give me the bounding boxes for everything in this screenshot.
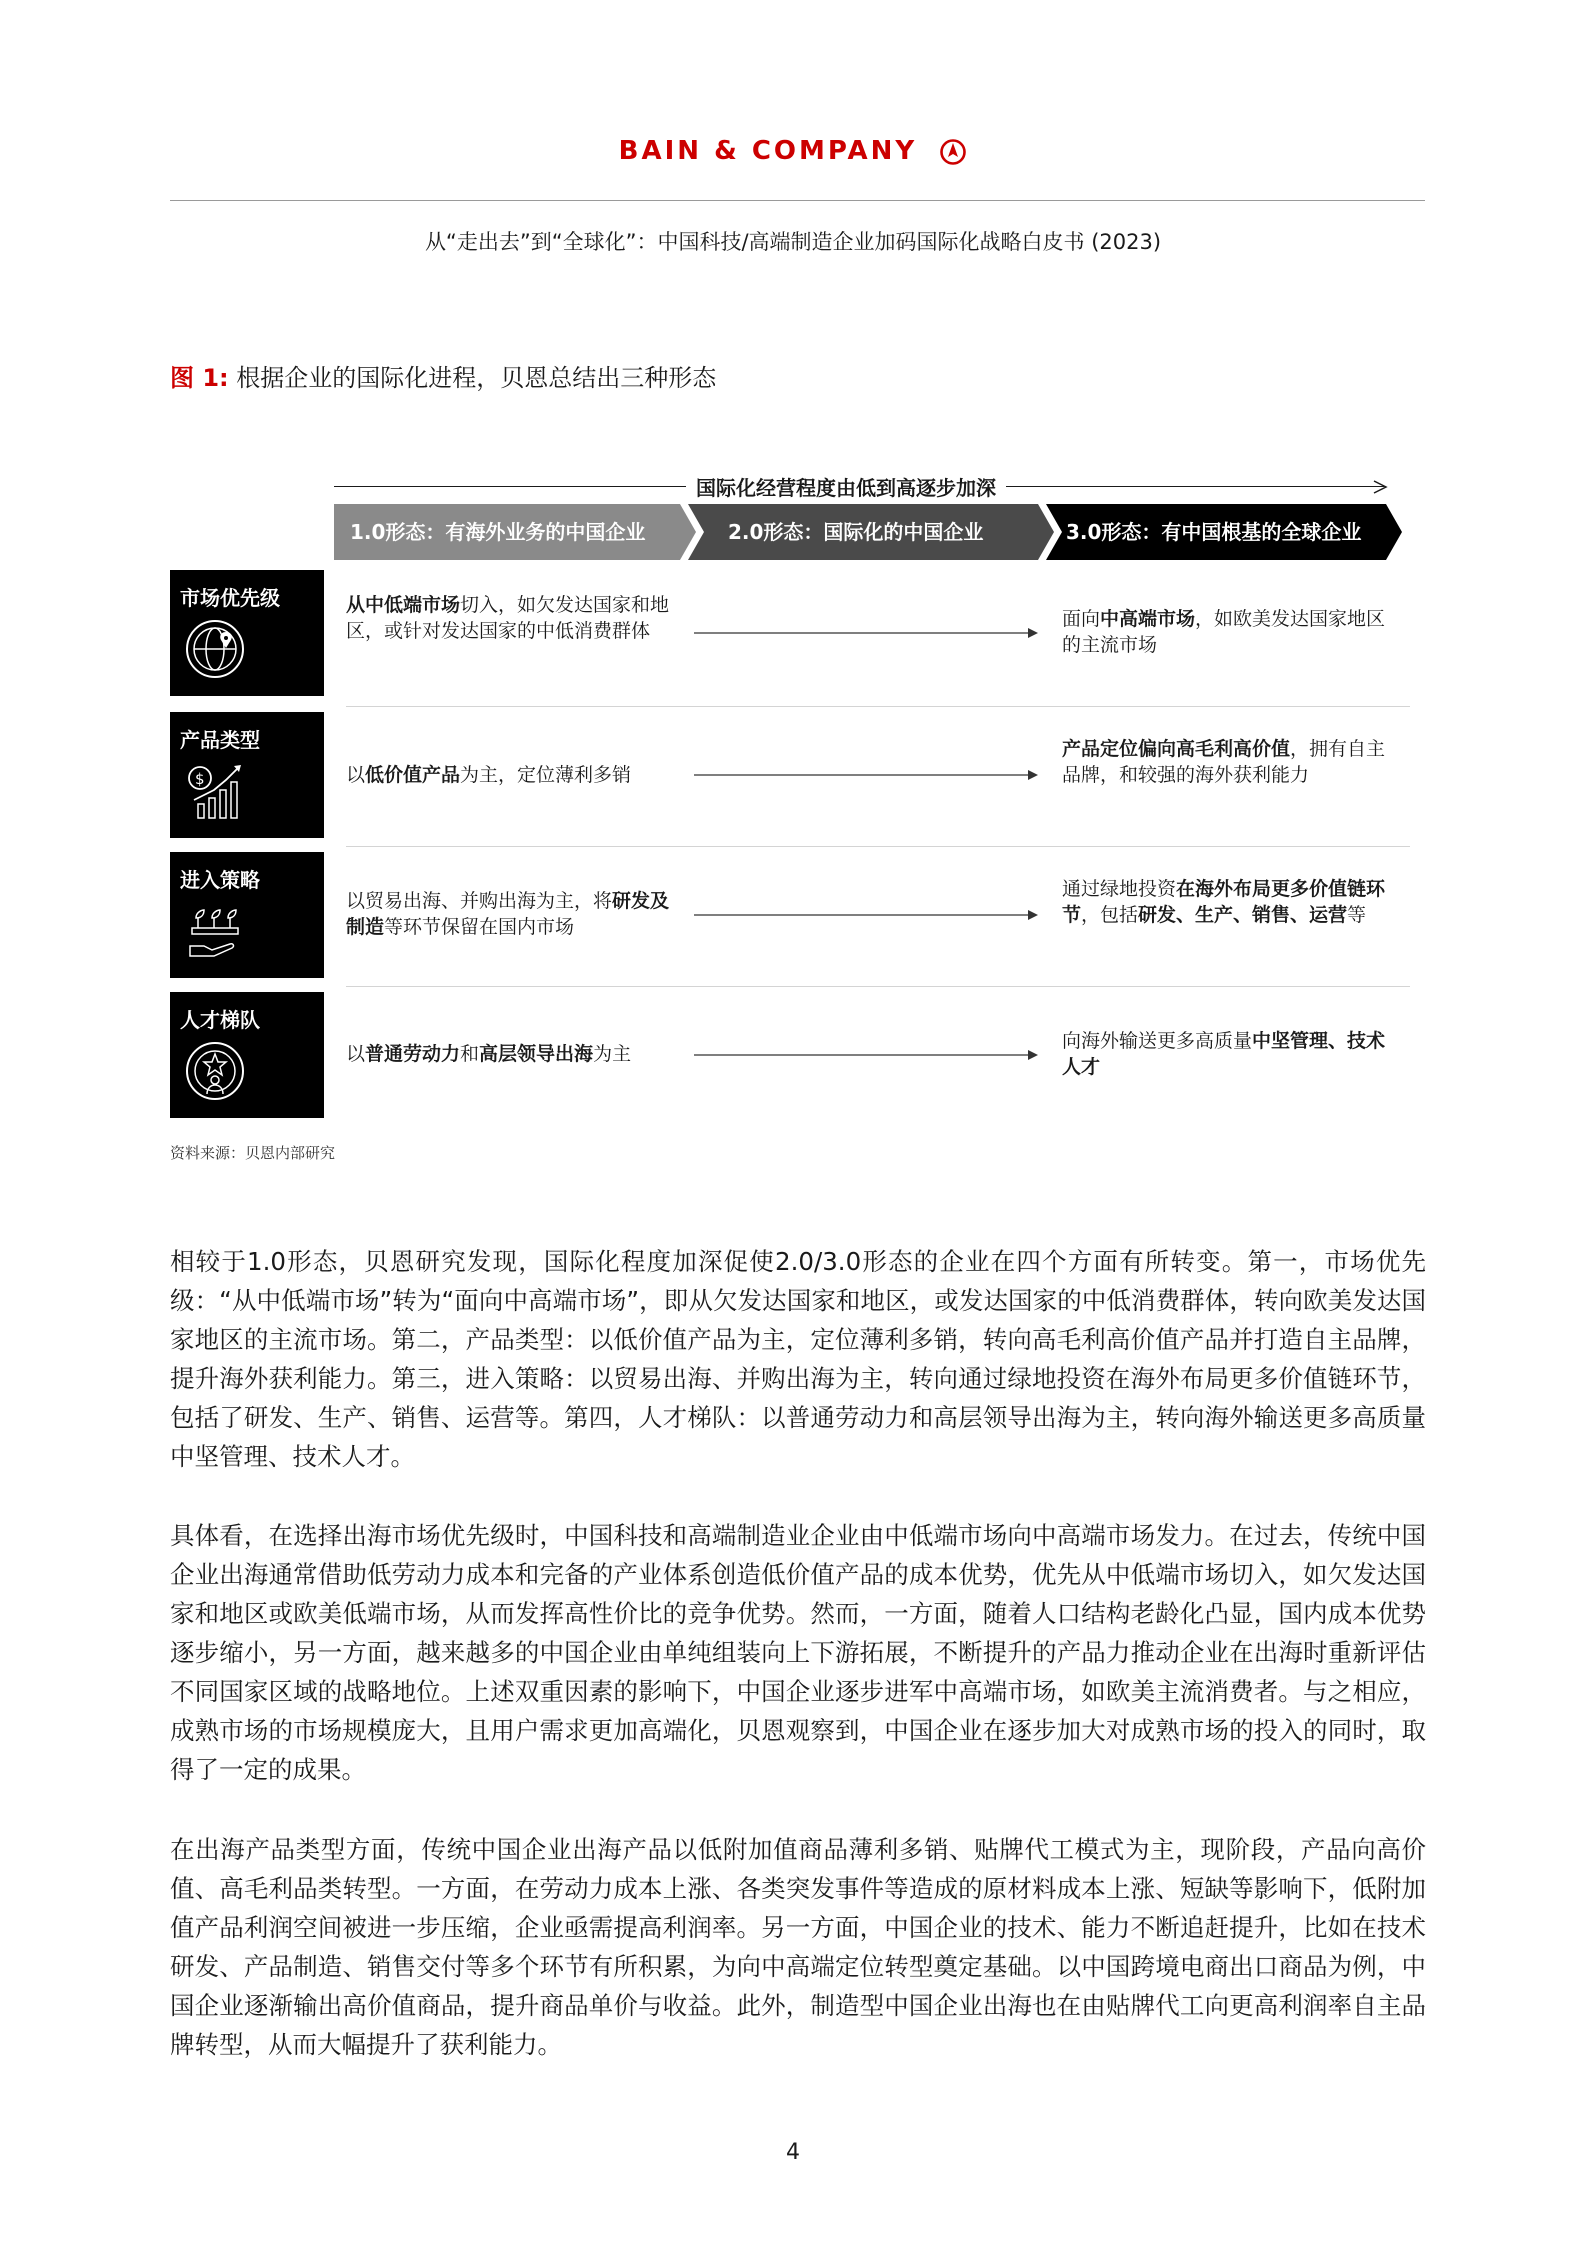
- text-run: 以: [346, 1043, 366, 1065]
- row-1-current-text: [346, 592, 676, 644]
- row-2-current-text: [346, 762, 676, 788]
- bain-compass-icon: [939, 138, 967, 166]
- row-box-market-priority: [170, 570, 324, 696]
- text-run: 向海外输送更多高质量: [1062, 1030, 1253, 1052]
- row-3-arrow: [694, 908, 1038, 922]
- bold-text-run: 高层领导出海: [479, 1043, 594, 1065]
- text-run: ，包括: [1081, 904, 1139, 926]
- bold-text-run: 普通劳动力: [365, 1043, 461, 1065]
- bold-text-run: 产品定位偏向高毛利高价值: [1062, 738, 1291, 760]
- row-2-target-text: [1062, 736, 1392, 788]
- row-4-arrow: [694, 1048, 1038, 1062]
- bold-text-run: 研发、生产、销售、运营: [1138, 904, 1348, 926]
- page-number: 4: [786, 2140, 800, 2165]
- row-3-target-text: [1062, 876, 1392, 928]
- row-label: 人才梯队: [180, 1008, 260, 1032]
- text-run: 以: [346, 764, 366, 786]
- text-run: 切入，如欠发达国家和地区，或针对发达国家的中低消费群体: [346, 594, 670, 642]
- brand-logo: [0, 136, 1586, 166]
- figure-source: 资料来源：贝恩内部研究: [170, 1144, 336, 1162]
- body-paragraph-1: 相较于1.0形态，贝恩研究发现，国际化程度加深促使2.0/3.0形态的企业在四个方面有所转变。第一，市场优先级：“从中低端市场”转为“面向中高端市场”，即从欠发达国家和地区，或发达国家的中低消费群体，转向欧美发达国家地区的主流市场。第二，产品类型：以低价值产品为主，定位薄利多销，转向高毛利高价值产品并打造自主品牌，提升海外获利能力。第三，进入策略：以贸易出海、并购出海为主，转向通过绿地投资在海外布局更多价值链环节，包括了研发、生产、销售、运营等。第四，人才梯队：以普通劳动力和高层领导出海为主，转向海外输送更多高质量中坚管理、技术人才。: [170, 1247, 1426, 1471]
- figure-number: 图 1:: [170, 364, 229, 392]
- text-run: 通过绿地投资: [1062, 878, 1177, 900]
- bold-text-run: 中高端市场: [1100, 608, 1196, 630]
- body-paragraph-3: 在出海产品类型方面，传统中国企业出海产品以低附加值商品薄利多销、贴牌代工模式为主，现阶段，产品向高价值、高毛利品类转型。一方面，在劳动力成本上涨、各类突发事件等造成的原材料成本上涨、短缺等影响下，低附加值产品利润空间被进一步压缩，企业亟需提高利润率。另一方面，中国企业的技术、能力不断追赶提升，比如在技术研发、产品制造、销售交付等多个环节有所积累，为向中高端定位转型奠定基础。以中国跨境电商出口商品为例，中国企业逐渐输出高价值商品，提升商品单价与收益。此外，制造型中国企业出海也在由贴牌代工向更高利润率自主品牌转型，从而大幅提升了获利能力。: [170, 1835, 1426, 2059]
- bold-text-run: 中坚管理、技术人才: [1062, 1030, 1386, 1078]
- row-box-product-type: [170, 712, 324, 838]
- document-title: 从“走出去”到“全球化”：中国科技/高端制造企业加码国际化战略白皮书 (2023): [424, 230, 1162, 254]
- text-run: ，拥有自主品牌，和较强的海外获利能力: [1062, 738, 1386, 786]
- progression-arrowhead-icon: [1372, 480, 1388, 494]
- row-2-arrow: [694, 768, 1038, 782]
- row-1-target-text: [1062, 606, 1392, 658]
- stage-1-label: 1.0形态：有海外业务的中国企业: [350, 520, 646, 544]
- row-4-current-text: [346, 1041, 676, 1067]
- row-1-arrow: [694, 626, 1038, 640]
- text-run: ，如欧美发达国家地区的主流市场: [1062, 608, 1386, 656]
- text-run: 等环节保留在国内市场: [384, 916, 575, 938]
- row-label: 进入策略: [180, 868, 260, 892]
- figure-title-text: 根据企业的国际化进程，贝恩总结出三种形态: [236, 364, 717, 392]
- bold-text-run: 在海外布局更多价值链环节: [1062, 878, 1386, 926]
- row-label: 产品类型: [180, 728, 260, 752]
- globe-location-icon: [184, 618, 246, 680]
- row-3-current-text: [346, 888, 676, 940]
- row-label: 市场优先级: [180, 586, 280, 610]
- brand-name: BAIN & COMPANY: [618, 136, 918, 166]
- row-divider: [346, 986, 1410, 987]
- figure-title: [170, 358, 716, 393]
- text-run: 面向: [1062, 608, 1101, 630]
- progression-label: 国际化经营程度由低到高逐步加深: [686, 472, 1006, 501]
- row-divider: [346, 706, 1410, 707]
- bold-text-run: 低价值产品: [365, 764, 461, 786]
- row-box-talent: [170, 992, 324, 1118]
- stage-3-label: 3.0形态：有中国根基的全球企业: [1066, 520, 1362, 544]
- sprout-hand-icon: [184, 900, 246, 962]
- row-box-entry-strategy: [170, 852, 324, 978]
- text-run: 为主: [593, 1043, 632, 1065]
- row-4-target-text: [1062, 1028, 1392, 1080]
- text-run: 以贸易出海、并购出海为主，将: [346, 890, 613, 912]
- talent-star-icon: [184, 1040, 246, 1102]
- stage-2-label: 2.0形态：国际化的中国企业: [728, 520, 984, 544]
- text-run: 为主，定位薄利多销: [460, 764, 632, 786]
- text-run: 和: [460, 1043, 480, 1065]
- body-paragraph-2: 具体看，在选择出海市场优先级时，中国科技和高端制造业企业由中低端市场向中高端市场发力。在过去，传统中国企业出海通常借助低劳动力成本和完备的产业体系创造低价值产品的成本优势，优先从中低端市场切入，如欠发达国家和地区或欧美低端市场，从而发挥高性价比的竞争优势。然而，一方面，随着人口结构老龄化凸显，国内成本优势逐步缩小，另一方面，越来越多的中国企业由单纯组装向上下游拓展，不断提升的产品力推动企业在出海时重新评估不同国家区域的战略地位。上述双重因素的影响下，中国企业逐步进军中高端市场，如欧美主流消费者。与之相应，成熟市场的市场规模庞大，且用户需求更加高端化，贝恩观察到，中国企业在逐步加大对成熟市场的投入的同时，取得了一定的成果。: [170, 1521, 1426, 1784]
- text-run: 等: [1347, 904, 1367, 926]
- bold-text-run: 研发及制造: [346, 890, 670, 938]
- row-divider: [346, 846, 1410, 847]
- bold-text-run: 从中低端市场: [346, 594, 461, 616]
- stage-chevrons: [334, 504, 1402, 560]
- header-divider: [170, 200, 1425, 201]
- svg-text:$: $: [195, 770, 205, 788]
- dollar-growth-chart-icon: [184, 760, 246, 822]
